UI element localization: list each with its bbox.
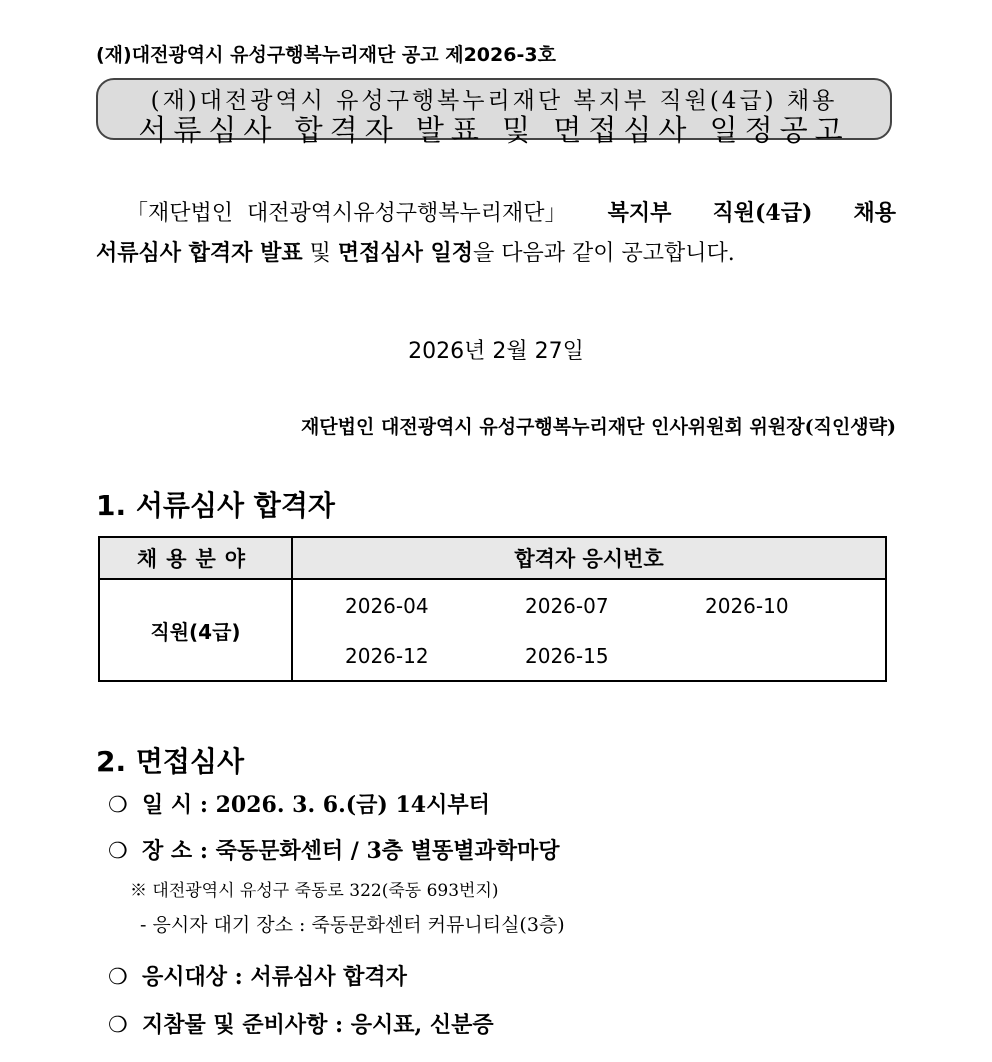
target-text: 응시대상 : 서류심사 합격자 — [142, 964, 407, 990]
intro-line-1 — [96, 196, 896, 227]
intro-org: 「재단법인 대전광역시유성구행복누리재단」 — [126, 201, 567, 226]
notice-date: 2026년 2월 27일 — [408, 339, 584, 364]
numbers-cell — [292, 579, 886, 681]
section-1-title: 1. 서류심사 합격자 — [96, 489, 335, 522]
result-table — [98, 536, 887, 682]
venue-text: 장 소 : 죽동문화센터 / 3층 별똥별과학마당 — [142, 838, 560, 864]
applicant-number: 2026-07 — [525, 594, 609, 618]
intro-bold-a: 서류심사 합격자 발표 — [96, 240, 303, 266]
table-row — [99, 579, 886, 681]
signer: 재단법인 대전광역시 유성구행복누리재단 인사위원회 위원장(직인생략) — [300, 416, 896, 438]
intro-hire: 채용 — [853, 200, 896, 226]
field-cell: 직원(4급) — [99, 579, 292, 681]
bullet-circle-icon: ❍ — [108, 965, 128, 990]
intro-tail: 을 다음과 같이 공고합니다. — [473, 241, 735, 266]
address-note: ※ 대전광역시 유성구 죽동로 322(죽동 693번지) — [130, 881, 499, 901]
bullet-circle-icon: ❍ — [108, 839, 128, 864]
intro-bold-b: 면접심사 일정 — [337, 240, 474, 266]
intro-dept: 복지부 — [607, 200, 672, 226]
intro-line-2 — [96, 236, 896, 267]
schedule-item — [108, 788, 490, 819]
applicant-number: 2026-10 — [705, 594, 789, 618]
title-line-2: 서류심사 합격자 발표 및 면접심사 일정공고 — [138, 113, 850, 147]
header-field: 채용분야 — [99, 537, 292, 579]
header-numbers: 합격자 응시번호 — [292, 537, 886, 579]
applicant-number: 2026-15 — [525, 644, 609, 668]
title-box — [96, 78, 892, 147]
applicant-number: 2026-04 — [345, 594, 429, 618]
table-header-row — [99, 537, 886, 579]
target-item — [108, 960, 407, 991]
bullet-circle-icon: ❍ — [108, 793, 128, 818]
items-text: 지참물 및 준비사항 : 응시표, 신분증 — [142, 1012, 494, 1038]
venue-item — [108, 834, 559, 865]
notice-number: (재)대전광역시 유성구행복누리재단 공고 제2026-3호 — [96, 44, 556, 66]
schedule-text: 일 시 : 2026. 3. 6.(금) 14시부터 — [142, 792, 490, 818]
waiting-place-note: - 응시자 대기 장소 : 죽동문화센터 커뮤니티실(3층) — [140, 914, 565, 936]
applicant-number: 2026-12 — [345, 644, 429, 668]
section-2-title: 2. 면접심사 — [96, 745, 245, 778]
intro-position: 직원(4급) — [712, 200, 813, 226]
items-item — [108, 1008, 494, 1039]
intro-mid: 및 — [302, 241, 338, 266]
title-line-1: (재)대전광역시 유성구행복누리재단 복지부 직원(4급) 채용 — [150, 88, 838, 114]
bullet-circle-icon: ❍ — [108, 1013, 128, 1038]
